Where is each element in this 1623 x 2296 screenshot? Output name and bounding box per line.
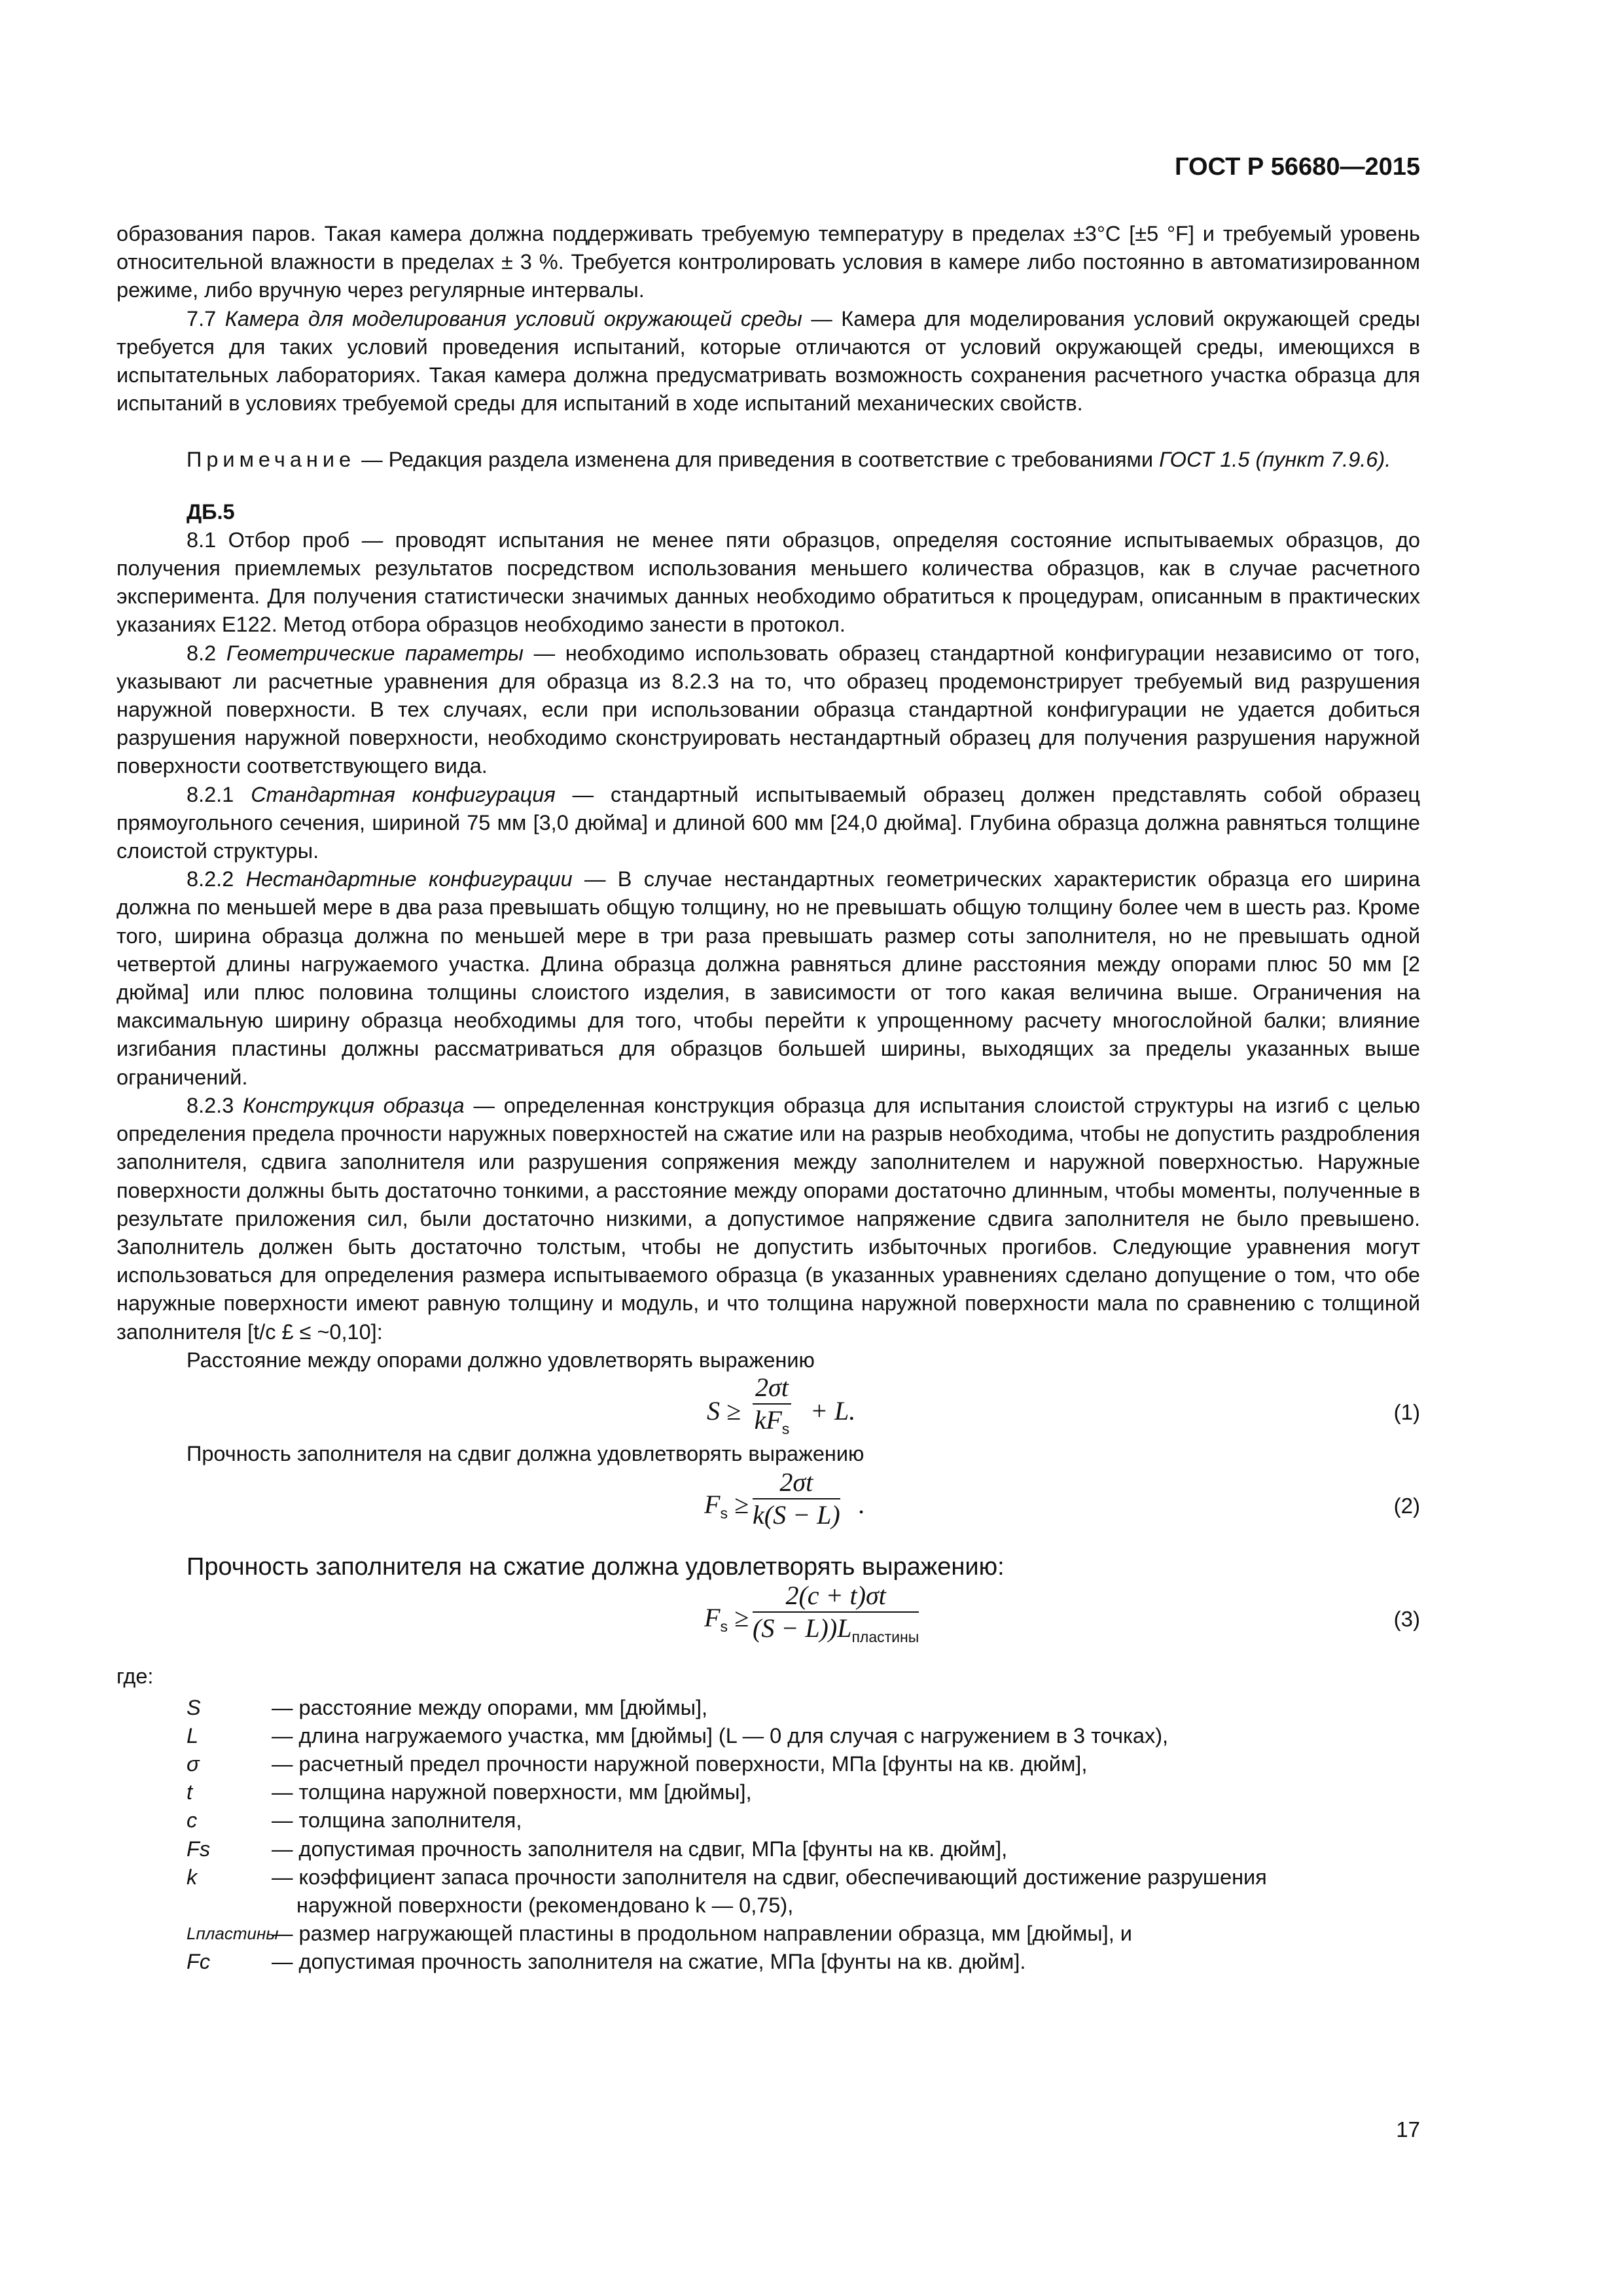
document-header-id: ГОСТ Р 56680—2015 — [1175, 153, 1420, 181]
definition-symbol: σ — [187, 1751, 200, 1776]
equation-3-fraction — [753, 1580, 919, 1653]
equation-1-lead: Расстояние между опорами должно удовлетворять выражению — [187, 1348, 815, 1372]
equation-1 — [116, 1374, 1420, 1440]
equation-2-fraction — [753, 1467, 840, 1531]
paragraph-8-1: 8.1 Отбор проб — проводят испытания не менее пяти образцов, определяя состояние испытываемых образцов, до получения приемлемых результатов посредством использования меньшего количества образцов, как в случае расчетного эксперимента. Для получения статистически значимых данных необходимо обратиться к процедурам, описанным в практических указаниях Е122. Метод отбора образцов необходимо занести в протокол. — [116, 528, 1420, 637]
clause-number: 8.2.3 — [187, 1093, 234, 1117]
definitions-list — [116, 1694, 1420, 1977]
definition-symbol: k — [187, 1865, 198, 1889]
definition-text: — расчетный предел прочности наружной поверхности, МПа [фунты на кв. дюйм], — [272, 1751, 1088, 1776]
page-number: 17 — [1396, 2117, 1420, 2142]
definition-text: — размер нагружающей пластины в продольном направлении образца, мм [дюймы], и — [272, 1922, 1132, 1946]
definition-item — [116, 1750, 1420, 1778]
equation-3-lhs: $F_s$ ≥ — [704, 1603, 749, 1636]
definition-item — [116, 1863, 1420, 1920]
definition-item — [116, 1778, 1420, 1806]
clause-title: Нестандартные конфигурации — [245, 867, 573, 891]
note-text: — Редакция раздела изменена для приведения в соответствие с требованиями — [355, 448, 1160, 472]
clause-title: Камера для моделирования условий окружающей среды — [224, 306, 802, 331]
document-body — [116, 220, 1420, 1977]
clause-title: Конструкция образца — [243, 1093, 465, 1117]
paragraph-continuation: образования паров. Такая камера должна поддерживать требуемую температуру в пределах ±3°С [±5 °F] и требуемый уровень относительной влажности в пределах ± 3 %. Требуется контролировать условия в камере либо постоянно в автоматизированном режиме, либо вручную через регулярные интервалы. — [116, 222, 1420, 302]
equation-1-numerator: 2σt — [753, 1372, 791, 1405]
definition-text: — расстояние между опорами, мм [дюймы], — [272, 1695, 708, 1719]
equation-1-denominator: $kF_s$ — [754, 1405, 790, 1437]
definition-symbol: Lпластины — [187, 1924, 279, 1944]
definition-text: — длина нагружаемого участка, мм [дюймы] (L — 0 для случая с нагружением в 3 точках), — [272, 1723, 1169, 1748]
definition-symbol: Fs — [187, 1837, 211, 1861]
equation-3-denominator: $(S - L))L_{пластины}$ — [753, 1613, 919, 1646]
clause-number: 8.2.2 — [187, 867, 234, 891]
equation-2-numerator: 2σt — [753, 1467, 840, 1499]
definition-item — [116, 1920, 1420, 1948]
equation-1-label: (1) — [1393, 1399, 1420, 1424]
clause-title: Стандартная конфигурация — [251, 782, 556, 806]
clause-text: — необходимо использовать образец стандартной конфигурации независимо от того, указывают ли расчетные уравнения для образца из 8.2.3 на то, что образец продемонстрирует требуемый вид разрушения наружной поверхности. В тех случаях, если при использовании образца стандартной конфигурации не удается добиться разрушения наружной поверхности, необходимо сконструировать нестандартный образец для получения разрушения наружной поверхности соответствующего вида. — [116, 641, 1420, 778]
paragraph-8-2-3 — [116, 1092, 1420, 1346]
note-paragraph — [116, 446, 1420, 474]
equation-2-tail: . — [859, 1490, 865, 1520]
definition-text: — допустимая прочность заполнителя на сдвиг, МПа [фунты на кв. дюйм], — [272, 1837, 1008, 1861]
definition-symbol: L — [187, 1723, 199, 1748]
clause-text: — Камера для моделирования условий окружающей среды требуется для таких условий проведения испытаний, которые отличаются от условий окружающей среды, имеющихся в испытательных лабораториях. Такая камера должна предусматривать возможность сохранения расчетного участка образца для испытаний в условиях требуемой среды для испытаний в ходе испытаний механических свойств. — [116, 306, 1421, 416]
clause-number: 7.7 — [187, 306, 217, 331]
equation-3-label: (3) — [1393, 1607, 1420, 1632]
clause-text: — стандартный испытываемый образец должен представлять собой образец прямоугольного сечения, шириной 75 мм [3,0 дюйма] и длиной 600 мм [24,0 дюйма]. Глубина образца должна равняться толщине слоистой структуры. — [116, 782, 1421, 863]
equation-2 — [116, 1468, 1420, 1536]
clause-title: Геометрические параметры — [226, 641, 524, 665]
clause-number: 8.2.1 — [187, 782, 234, 806]
equation-3-numerator: 2(c + t)σt — [753, 1580, 919, 1613]
note-label: Примечание — [187, 448, 356, 472]
equation-3-lead: Прочность заполнителя на сжатие должна удовлетворять выражению: — [187, 1553, 1005, 1581]
clause-number: 8.2 — [187, 641, 217, 665]
paragraph-8-2 — [116, 639, 1420, 781]
clause-text: — В случае нестандартных геометрических характеристик образца его ширина должна по меньшей мере в два раза превышать общую толщину, но не превышать общую толщину более чем в шесть раз. Кроме того, ширина образца должна по меньшей мере в три раза превышать размер соты заполнителя, но не превышать одной четвертой длины нагружаемого участка. Длина образца должна равняться длине расстояния между опорами плюс 50 мм [2 дюйма] или плюс половина толщины слоистого изделия, в зависимости от того какая величина выше. Ограничения на максимальную ширину образца необходимы для того, чтобы перейти к упрощенному расчету многослойной балки; влияние изгибания пластины должны рассматриваться для образцов большей ширины, выходящих за пределы указанных выше ограничений. — [116, 867, 1420, 1089]
equation-2-label: (2) — [1393, 1494, 1420, 1518]
equation-1-fraction — [753, 1372, 791, 1444]
equation-1-lhs: S ≥ — [707, 1395, 741, 1426]
equation-2-denominator: k(S − L) — [753, 1500, 840, 1530]
definition-text: — допустимая прочность заполнителя на сжатие, МПа [фунты на кв. дюйм]. — [272, 1950, 1026, 1974]
definition-text: — толщина наружной поверхности, мм [дюймы], — [272, 1780, 752, 1804]
definition-text: — коэффициент запаса прочности заполнителя на сдвиг, обеспечивающий достижение разрушения — [272, 1865, 1267, 1889]
equation-2-lead: Прочность заполнителя на сдвиг должна удовлетворять выражению — [187, 1441, 865, 1465]
paragraph-7-7 — [116, 305, 1420, 418]
definition-continuation: наружной поверхности (рекомендовано k — 0,75), — [296, 1893, 794, 1917]
definition-item — [116, 1948, 1420, 1976]
equation-3 — [116, 1581, 1420, 1656]
definition-item — [116, 1835, 1420, 1863]
definition-symbol: S — [187, 1695, 201, 1719]
note-reference: ГОСТ 1.5 (пункт 7.9.6). — [1159, 448, 1391, 472]
clause-text: — определенная конструкция образца для испытания слоистой структуры на изгиб с целью определения предела прочности наружных поверхностей на сжатие или на разрыв необходима, чтобы не допустить раздробления заполнителя, сдвига заполнителя или разрушения сопряжения между заполнителем и наружной поверхностью. Наружные поверхности должны быть достаточно тонкими, а расстояние между опорами достаточно длинным, чтобы моменты, полученные в результате приложения сил, были достаточно низкими, а допустимое напряжение сдвига заполнителя не было превышено. Заполнитель должен быть достаточно толстым, чтобы не допустить избыточных прогибов. Следующие уравнения могут использоваться для определения размера испытываемого образца (в указанных уравнениях сделано допущение о том, что обе наружные поверхности имеют равную толщину и модуль, и что толщина наружной поверхности мала по сравнению с толщиной заполнителя [t/c £ ≤ ~0,10]: — [116, 1093, 1420, 1344]
definition-item — [116, 1694, 1420, 1722]
definition-item — [116, 1806, 1420, 1835]
definition-item — [116, 1722, 1420, 1750]
definition-symbol: t — [187, 1780, 193, 1804]
definition-symbol: Fc — [187, 1950, 211, 1974]
paragraph-8-2-2 — [116, 865, 1420, 1092]
where-label: где: — [116, 1664, 154, 1689]
definition-symbol: c — [187, 1808, 198, 1833]
equation-1-tail: + L. — [810, 1395, 856, 1426]
definition-text: — толщина заполнителя, — [272, 1808, 522, 1833]
section-heading: ДБ.5 — [187, 499, 235, 524]
paragraph-8-2-1 — [116, 781, 1420, 866]
equation-2-lhs: $F_s$ ≥ — [704, 1490, 749, 1522]
